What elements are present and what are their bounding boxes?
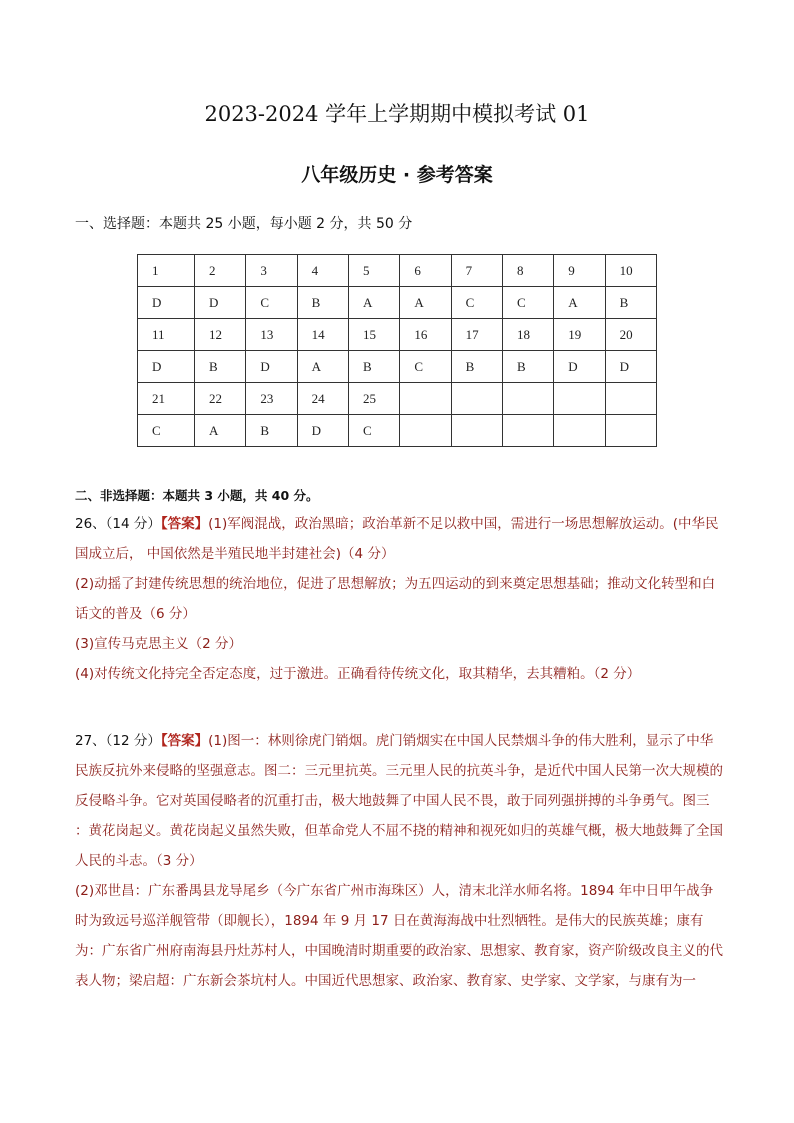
table-cell: 9 (554, 255, 605, 287)
table-cell: A (400, 287, 451, 319)
answer-26-part2: (2)动摇了封建传统思想的统治地位，促进了思想解放；为五四运动的到来奠定思想基础；推动文化转型和白话文的普及（6 分） (75, 576, 716, 622)
table-cell (605, 415, 656, 447)
table-cell: 22 (195, 383, 246, 415)
table-cell: 13 (246, 319, 297, 351)
section2-heading: 二、非选择题：本题共 3 小题，共 40 分。 (75, 488, 319, 503)
table-cell: D (297, 415, 348, 447)
table-cell: D (195, 287, 246, 319)
table-cell: C (246, 287, 297, 319)
table-cell: 8 (502, 255, 553, 287)
table-cell: B (297, 287, 348, 319)
table-cell: D (554, 351, 605, 383)
answer-27-label: 27、（12 分） (75, 733, 161, 749)
table-cell (502, 415, 553, 447)
answer-table (137, 254, 657, 447)
table-cell: 5 (348, 255, 399, 287)
document-title: 2023-2024 学年上学期期中模拟考试 01 (204, 102, 590, 126)
answer-table-body (138, 255, 657, 447)
table-cell: 3 (246, 255, 297, 287)
table-cell: 17 (451, 319, 502, 351)
table-cell: 7 (451, 255, 502, 287)
table-cell: 24 (297, 383, 348, 415)
document-subtitle: 八年级历史 · 参考答案 (301, 164, 493, 186)
table-row (138, 351, 657, 383)
table-cell: D (246, 351, 297, 383)
table-cell (554, 415, 605, 447)
table-cell: D (605, 351, 656, 383)
table-cell: 14 (297, 319, 348, 351)
table-cell: B (451, 351, 502, 383)
answer-26-text1: (1)军阀混战，政治黑暗；政治革新不足以救中国，需进行一场思想解放运动。(中华民国成立后， 中国依然是半殖民地半封建社会)（4 分） (75, 516, 719, 562)
table-cell: 6 (400, 255, 451, 287)
table-cell: C (502, 287, 553, 319)
table-row (138, 383, 657, 415)
table-cell: C (348, 415, 399, 447)
table-cell: 4 (297, 255, 348, 287)
answer-27-part2: (2)邓世昌：广东番禺县龙导尾乡（今广东省广州市海珠区）人，清末北洋水师名将。1894 年中日甲午战争时为致远号巡洋舰管带（即舰长），1894 年 9 月 17 日在黄海海战中壮烈牺牲。是伟大的民族英雄；康有为：广东省广州府南海县丹灶苏村人，中国晚清时期重要的政治家、思想家、教育家，资产阶级改良主义的代表人物；梁启超：广东新会茶坑村人。中国近代思想家、政治家、教育家、史学家、文学家，与康有为一 (75, 883, 723, 989)
answer-26 (75, 509, 723, 689)
answer-27 (75, 726, 723, 996)
table-cell: 18 (502, 319, 553, 351)
table-row (138, 255, 657, 287)
table-cell: C (138, 415, 195, 447)
answer-27-text1: (1)图一：林则徐虎门销烟。虎门销烟实在中国人民禁烟斗争的伟大胜利，显示了中华民族反抗外来侵略的坚强意志。图二：三元里抗英。三元里人民的抗英斗争，是近代中国人民第一次大规模的反侵略斗争。它对英国侵略者的沉重打击，极大地鼓舞了中国人民不畏，敢于同列强拼搏的斗争勇气。图三 ：黄花岗起义。黄花岗起义虽然失败，但革命党人不屈不挠的精神和视死如归的英雄气概，极大地鼓舞了全国人民的斗志。（3 分） (75, 733, 723, 869)
table-cell: C (451, 287, 502, 319)
table-cell (554, 383, 605, 415)
table-cell: 21 (138, 383, 195, 415)
table-cell: A (554, 287, 605, 319)
table-cell: B (605, 287, 656, 319)
table-cell: 2 (195, 255, 246, 287)
table-cell: 11 (138, 319, 195, 351)
table-cell: 20 (605, 319, 656, 351)
table-cell (451, 383, 502, 415)
table-cell (451, 415, 502, 447)
table-cell: B (246, 415, 297, 447)
table-cell: A (195, 415, 246, 447)
table-cell: 16 (400, 319, 451, 351)
table-row (138, 287, 657, 319)
table-cell: 12 (195, 319, 246, 351)
table-cell: 23 (246, 383, 297, 415)
table-cell (400, 383, 451, 415)
table-row (138, 415, 657, 447)
table-cell: 15 (348, 319, 399, 351)
table-cell: 25 (348, 383, 399, 415)
table-row (138, 319, 657, 351)
table-cell (502, 383, 553, 415)
answer-27-tag: 【答案】 (160, 733, 209, 749)
answer-26-part3: (3)宣传马克思主义（2 分） (75, 636, 243, 652)
table-cell: 19 (554, 319, 605, 351)
table-cell: B (502, 351, 553, 383)
table-cell: C (400, 351, 451, 383)
table-cell: B (348, 351, 399, 383)
table-cell (605, 383, 656, 415)
table-cell: A (348, 287, 399, 319)
table-cell: 10 (605, 255, 656, 287)
table-cell: B (195, 351, 246, 383)
table-cell: D (138, 351, 195, 383)
answer-26-tag: 【答案】 (160, 516, 209, 532)
table-cell: 1 (138, 255, 195, 287)
answer-26-label: 26、（14 分） (75, 516, 161, 532)
table-cell: A (297, 351, 348, 383)
table-cell (400, 415, 451, 447)
table-cell: D (138, 287, 195, 319)
answer-26-part1 (75, 509, 723, 569)
answer-27-part1 (75, 726, 723, 876)
answer-26-part4: (4)对传统文化持完全否定态度，过于激进。正确看待传统文化，取其精华，去其糟粕。（2 分） (75, 666, 641, 682)
section1-heading: 一、选择题：本题共 25 小题，每小题 2 分，共 50 分 (75, 216, 413, 232)
